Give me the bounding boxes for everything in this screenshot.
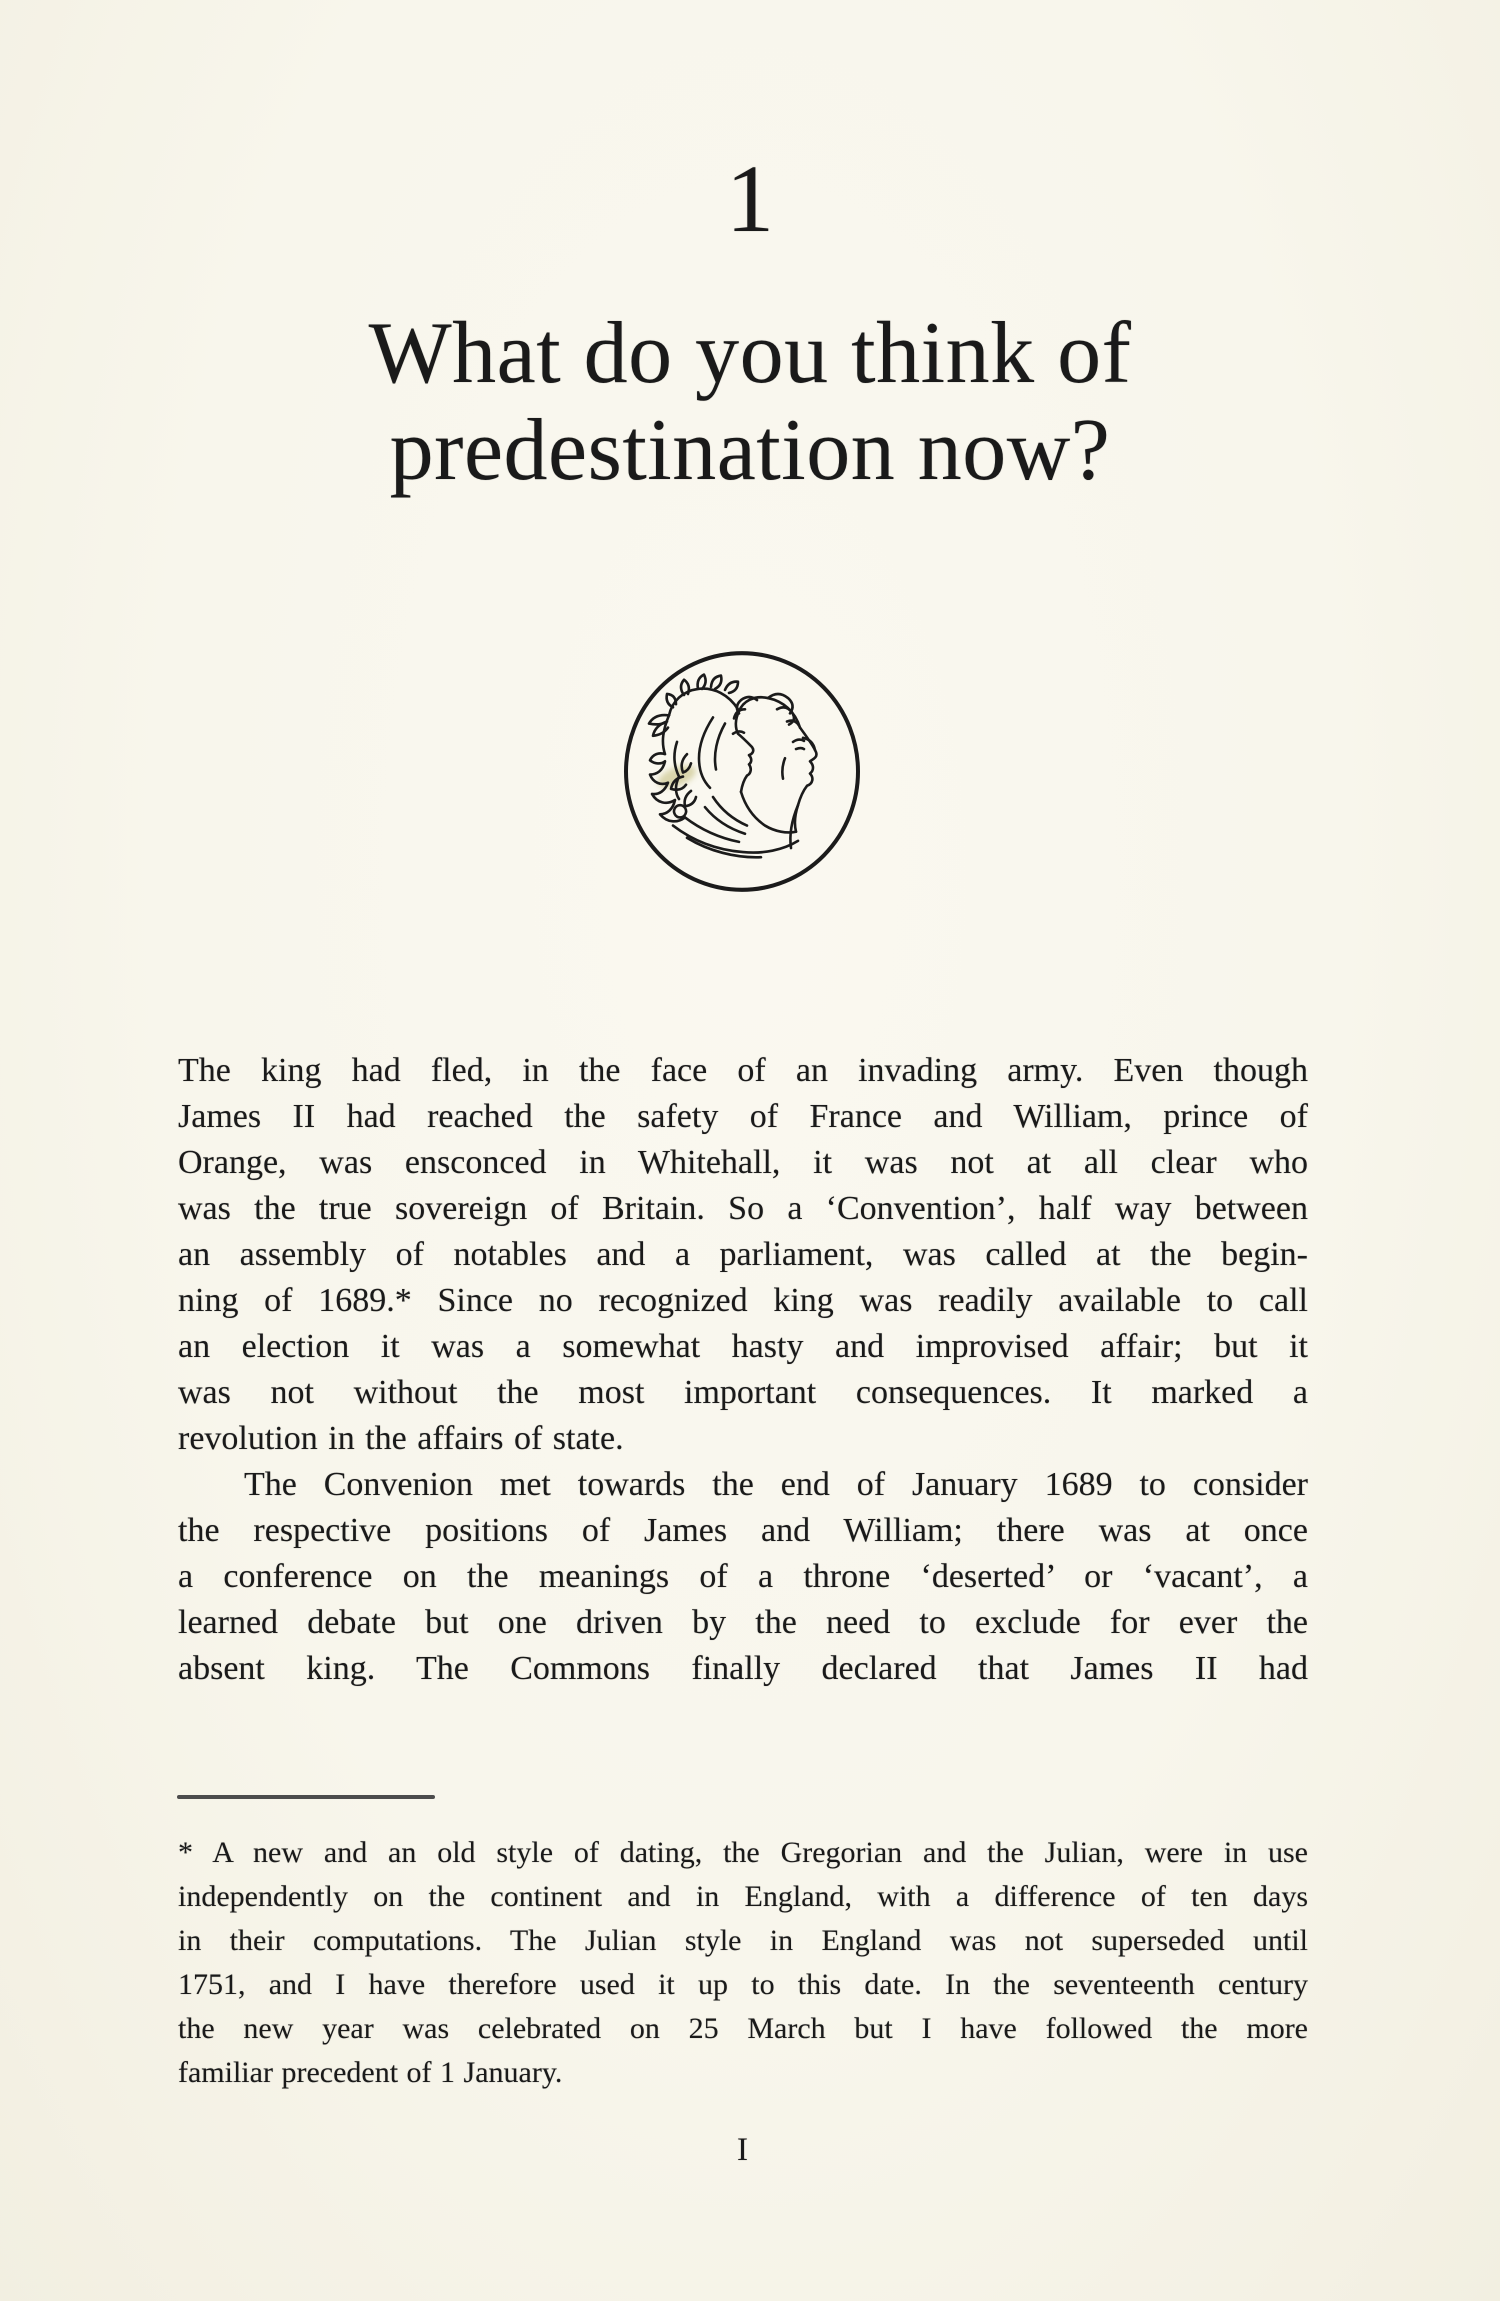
footnote-line: 1751, and I have therefore used it up to this date. In the seventeenth century: [178, 1968, 1308, 2001]
body-line: a conference on the meanings of a throne ‘deserted’ or ‘vacant’, a: [178, 1558, 1308, 1595]
body-line: ning of 1689.* Since no recognized king was readily available to call: [178, 1282, 1308, 1319]
body-line: an election it was a somewhat hasty and improvised affair; but it: [178, 1328, 1308, 1365]
footnote-line: familiar precedent of 1 January.: [178, 2056, 563, 2089]
footnote-text: [178, 1831, 1308, 2095]
body-line: learned debate but one driven by the need to exclude for ever the: [178, 1604, 1308, 1641]
body-line: The Convenion met towards the end of January 1689 to consider: [244, 1466, 1308, 1503]
page-number: I: [737, 2132, 749, 2168]
chapter-number: 1: [726, 145, 774, 252]
chapter-title-line-2: predestination now?: [389, 402, 1111, 499]
footnote-line: * A new and an old style of dating, the Gregorian and the Julian, were in use: [178, 1836, 1308, 1869]
footnote-line: the new year was celebrated on 25 March but I have followed the more: [178, 2012, 1308, 2045]
body-line: absent king. The Commons finally declared that James II had: [178, 1650, 1308, 1687]
footnote-line: independently on the continent and in England, with a difference of ten days: [178, 1880, 1308, 1913]
chapter-title: [0, 305, 1500, 499]
body-line: Orange, was ensconced in Whitehall, it was not at all clear who: [178, 1144, 1308, 1181]
body-text: [178, 1048, 1308, 1692]
body-line: James II had reached the safety of France and William, prince of: [178, 1098, 1308, 1135]
body-line: revolution in the affairs of state.: [178, 1420, 624, 1457]
body-line: The king had fled, in the face of an invading army. Even though: [178, 1052, 1308, 1089]
body-line: was not without the most important consequences. It marked a: [178, 1374, 1308, 1411]
body-line: the respective positions of James and William; there was at once: [178, 1512, 1308, 1549]
chapter-title-line-1: What do you think of: [368, 305, 1132, 402]
footnote-line: in their computations. The Julian style in England was not superseded until: [178, 1924, 1308, 1957]
body-line: an assembly of notables and a parliament, was called at the begin-: [178, 1236, 1308, 1273]
body-line: was the true sovereign of Britain. So a ‘Convention’, half way between: [178, 1190, 1308, 1227]
footnote-divider: [177, 1795, 435, 1799]
double-profile-busts-medallion-icon: [617, 644, 867, 899]
